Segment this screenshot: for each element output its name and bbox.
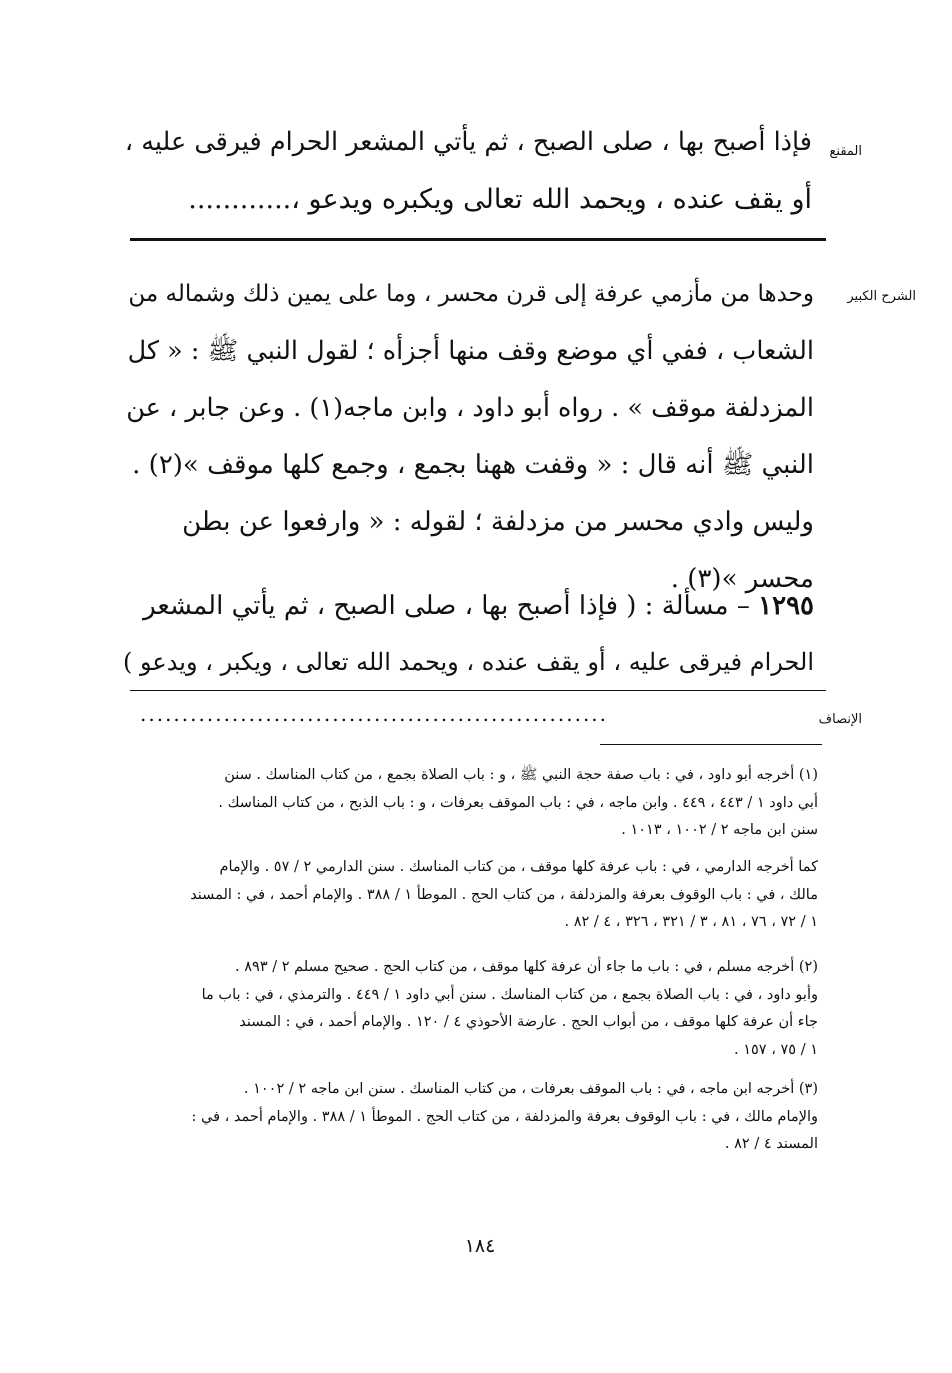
footnote-line: وأبو داود ، في : باب الصلاة بجمع ، من كتاب المناسك . سنن أبي داود ١ / ٤٤٩ . والترمذي ، في : باب ما <box>201 986 818 1003</box>
footnote-line: ١ / ٧٢ ، ٧٦ ، ٨١ ، ٣ / ٣٢١ ، ٣٢٦ ، ٤ / ٨٢ . <box>564 914 818 930</box>
sharh-label: الشرح الكبير <box>847 289 916 304</box>
muqni-label: المقنع <box>829 144 862 159</box>
muqni-line: أو يقف عنده ، ويحمد الله تعالى ويكبره ويدعو ،............ <box>188 184 812 215</box>
footnote-line: (٣) أخرجه ابن ماجه ، في : باب الموقف بعرفات ، من كتاب المناسك . سنن ابن ماجه ٢ / ١٠٠٢ . <box>243 1081 818 1097</box>
footnote-line: جاء أن عرفة كلها موقف ، من أبواب الحج . عارضة الأحوذي ٤ / ١٢٠ . والإمام أحمد ، في : المسند <box>239 1014 818 1030</box>
footnote-line: سنن ابن ماجه ٢ / ١٠٠٢ ، ١٠١٣ . <box>621 822 818 838</box>
footnote-line: (٢) أخرجه مسلم ، في : باب ما جاء أن عرفة كلها موقف ، من كتاب الحج . صحيح مسلم ٢ / ٨٩٣ . <box>235 959 818 975</box>
sharh-line: النبي ﷺ أنه قال : « وقفت ههنا بجمع ، وجمع كلها موقف »(٢) . <box>132 450 814 480</box>
masala-text <box>122 578 814 690</box>
muqni-line: فإذا أصبح بها ، صلى الصبح ، ثم يأتي المشعر الحرام فيرقى عليه ، <box>124 127 812 157</box>
masala-number: ١٢٩٥ <box>758 591 814 621</box>
footnote-line: ١ / ٧٥ ، ١٥٧ . <box>734 1041 818 1058</box>
footnote-line: كما أخرجه الدارمي ، في : باب عرفة كلها موقف ، من كتاب المناسك . سنن الدارمي ٢ / ٥٧ . والإمام <box>219 859 818 875</box>
footnote-2 <box>126 954 818 1064</box>
page-number: ١٨٤ <box>464 1235 496 1257</box>
section-divider <box>130 690 826 691</box>
section-divider <box>130 238 826 241</box>
footnote-line: أبي داود ١ / ٤٤٣ ، ٤٤٩ . وابن ماجه ، في : باب الموقف بعرفات ، و : باب الذبح ، من كتاب المناسك . <box>218 794 818 811</box>
footnote-1 <box>126 762 818 845</box>
footnote-line: والإمام مالك ، في : باب الوقوف بعرفة والمزدلفة ، من كتاب الحج . الموطأ ١ / ٣٨٨ . والإمام أحمد ، في : <box>191 1108 818 1125</box>
footnote-3 <box>126 1076 818 1159</box>
masala-line1: – مسألة : ( فإذا أصبح بها ، صلى الصبح ، ثم يأتي المشعر <box>143 591 750 621</box>
masala-line <box>122 578 814 634</box>
muqni-text <box>122 114 812 228</box>
footnote-line: مالك ، في : باب الوقوف بعرفة والمزدلفة ، من كتاب الحج . الموطأ ١ / ٣٨٨ . والإمام أحمد ، في : المسند <box>190 886 818 903</box>
footnote-separator <box>600 744 822 745</box>
insaf-dots: ........................................................ <box>140 702 609 726</box>
sharh-text <box>122 266 814 608</box>
masala-line2: الحرام فيرقى عليه ، أو يقف عنده ، ويحمد الله تعالى ، ويكبر ، ويدعو ) <box>123 648 814 676</box>
sharh-line: المزدلفة موقف » . رواه أبو داود ، وابن ماجه(١) . وعن جابر ، عن <box>126 393 814 423</box>
footnote-line: المسند ٤ / ٨٢ . <box>724 1136 818 1152</box>
footnote-line: (١) أخرجه أبو داود ، في : باب صفة حجة النبي ﷺ ، و : باب الصلاة بجمع ، من كتاب المناسك . سنن <box>224 767 818 783</box>
sharh-line: وليس وادي محسر من مزدلفة ؛ لقوله : « وارفعوا عن بطن <box>182 507 814 537</box>
insaf-label: الإنصاف <box>818 712 862 727</box>
sharh-line: محسر »(٣) . <box>670 564 814 594</box>
sharh-line: وحدها من مأزمي عرفة إلى قرن محسر ، وما على يمين ذلك وشماله من <box>128 281 814 307</box>
sharh-line: الشعاب ، ففي أي موضع وقف منها أجزأه ؛ لقول النبي ﷺ : « كل <box>127 336 814 366</box>
footnote-1-cont <box>126 854 818 937</box>
